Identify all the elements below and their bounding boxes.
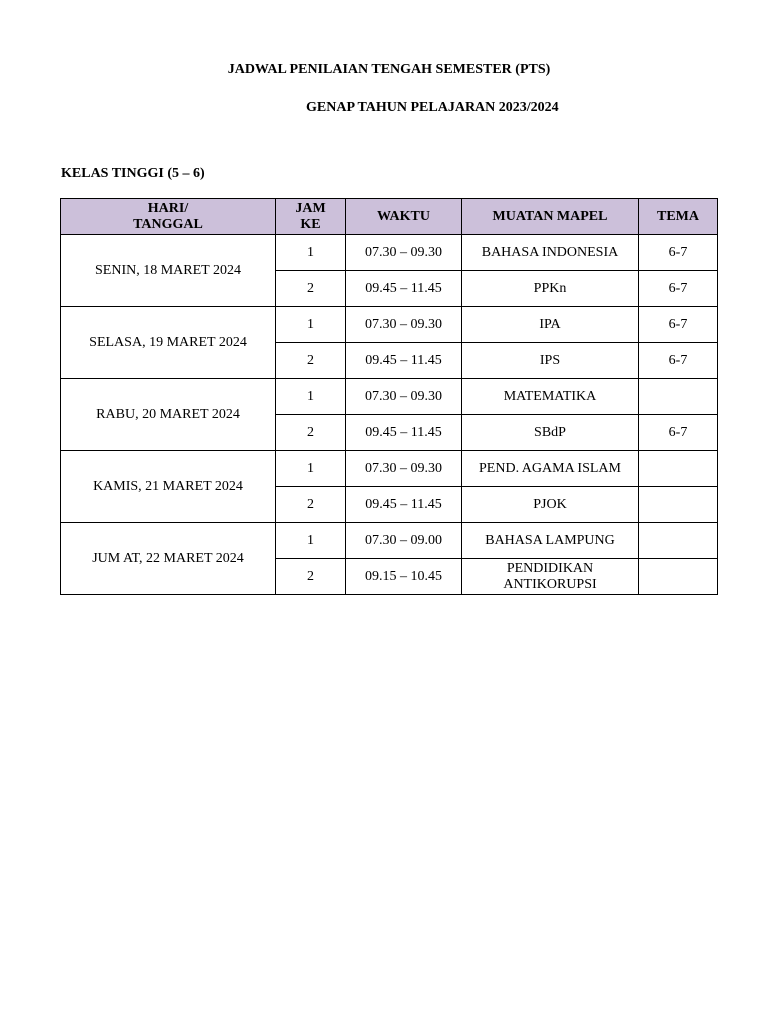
- document-subtitle: GENAP TAHUN PELAJARAN 2023/2024: [306, 100, 559, 115]
- table-row: [61, 235, 718, 271]
- subject-cell: PEND. AGAMA ISLAM: [462, 451, 639, 487]
- header-subject: MUATAN MAPEL: [462, 199, 639, 235]
- table-row: [61, 379, 718, 415]
- subject-cell: IPA: [462, 307, 639, 343]
- subject-cell: MATEMATIKA: [462, 379, 639, 415]
- header-row: [61, 199, 718, 235]
- header-jam: JAM KE: [276, 199, 346, 235]
- tema-cell: 6-7: [639, 235, 718, 271]
- time-cell: 07.30 – 09.30: [346, 235, 462, 271]
- time-cell: 09.45 – 11.45: [346, 487, 462, 523]
- jam-cell: 2: [276, 415, 346, 451]
- tema-cell: 6-7: [639, 271, 718, 307]
- time-cell: 07.30 – 09.30: [346, 379, 462, 415]
- table-row: [61, 307, 718, 343]
- tema-cell: [639, 559, 718, 595]
- section-label: KELAS TINGGI (5 – 6): [61, 166, 205, 181]
- tema-cell: [639, 451, 718, 487]
- jam-cell: 2: [276, 487, 346, 523]
- subject-cell: BAHASA INDONESIA: [462, 235, 639, 271]
- jam-cell: 2: [276, 559, 346, 595]
- jam-cell: 1: [276, 379, 346, 415]
- jam-cell: 1: [276, 451, 346, 487]
- day-cell: SELASA, 19 MARET 2024: [61, 307, 276, 379]
- tema-cell: [639, 487, 718, 523]
- document-title: JADWAL PENILAIAN TENGAH SEMESTER (PTS): [227, 62, 551, 77]
- day-cell: KAMIS, 21 MARET 2024: [61, 451, 276, 523]
- subject-cell: [462, 559, 639, 595]
- jam-cell: 1: [276, 235, 346, 271]
- jam-cell: 2: [276, 343, 346, 379]
- time-cell: 09.45 – 11.45: [346, 343, 462, 379]
- day-cell: RABU, 20 MARET 2024: [61, 379, 276, 451]
- time-cell: 09.45 – 11.45: [346, 271, 462, 307]
- tema-cell: [639, 523, 718, 559]
- schedule-table: [60, 198, 718, 595]
- tema-cell: 6-7: [639, 307, 718, 343]
- tema-cell: 6-7: [639, 343, 718, 379]
- subject-cell: BAHASA LAMPUNG: [462, 523, 639, 559]
- header-day: HARI/ TANGGAL: [61, 199, 276, 235]
- time-cell: 09.45 – 11.45: [346, 415, 462, 451]
- time-cell: 07.30 – 09.30: [346, 307, 462, 343]
- time-cell: 09.15 – 10.45: [346, 559, 462, 595]
- header-tema: TEMA: [639, 199, 718, 235]
- day-cell: SENIN, 18 MARET 2024: [61, 235, 276, 307]
- table-row: [61, 523, 718, 559]
- subject-cell: PJOK: [462, 487, 639, 523]
- subject-cell: IPS: [462, 343, 639, 379]
- tema-cell: [639, 379, 718, 415]
- time-cell: 07.30 – 09.30: [346, 451, 462, 487]
- day-cell: JUM AT, 22 MARET 2024: [61, 523, 276, 595]
- table-row: [61, 451, 718, 487]
- subject-cell: SBdP: [462, 415, 639, 451]
- jam-cell: 1: [276, 307, 346, 343]
- subject-cell: PPKn: [462, 271, 639, 307]
- header-time: WAKTU: [346, 199, 462, 235]
- tema-cell: 6-7: [639, 415, 718, 451]
- subject-line-2: ANTIKORUPSI: [503, 576, 597, 592]
- subject-line-1: PENDIDIKAN: [506, 560, 594, 576]
- jam-cell: 2: [276, 271, 346, 307]
- jam-cell: 1: [276, 523, 346, 559]
- time-cell: 07.30 – 09.00: [346, 523, 462, 559]
